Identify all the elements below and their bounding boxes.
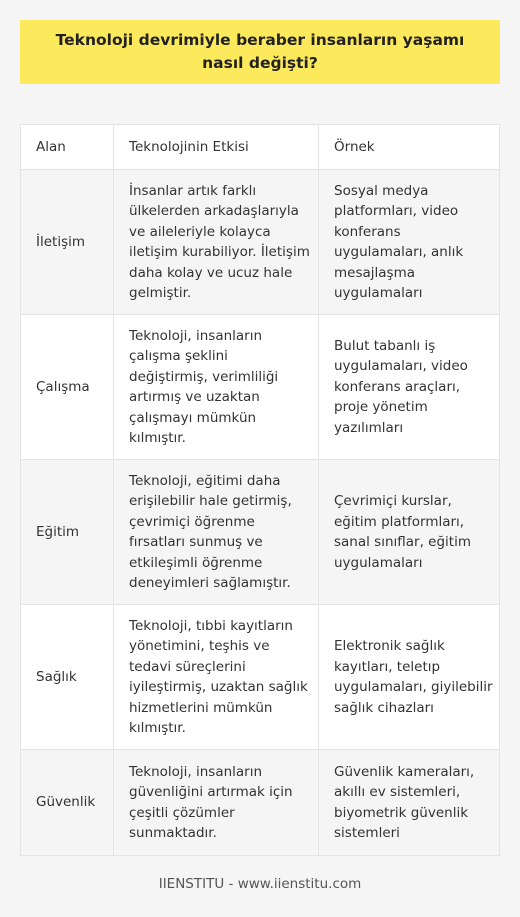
footer-credit: IIENSTITU - www.iienstitu.com xyxy=(158,876,362,892)
header-effect: Teknolojinin Etkisi xyxy=(113,125,318,169)
cell-effect: Teknoloji, insanların güvenliğini artırmak için çeşitli çözümler sunmaktadır. xyxy=(113,750,318,855)
table-header-row xyxy=(21,125,499,170)
table-row xyxy=(21,605,499,750)
header-area: Alan xyxy=(36,138,66,155)
table-row xyxy=(21,170,499,315)
table-row xyxy=(21,750,499,855)
table-row xyxy=(21,460,499,605)
cell-effect: İnsanlar artık farklı ülkelerden arkadaşlarıyla ve aileleriyle kolayca iletişim kurabiliyor. İletişim daha kolay ve ucuz hale gelmiştir. xyxy=(113,170,318,314)
cell-area: Eğitim xyxy=(36,523,80,540)
cell-example: Sosyal medya platformları, video konferans uygulamaları, anlık mesajlaşma uygulamaları xyxy=(318,170,499,314)
cell-example: Güvenlik kameraları, akıllı ev sistemleri, biyometrik güvenlik sistemleri xyxy=(318,750,499,855)
cell-area: Sağlık xyxy=(36,668,77,685)
cell-area: Güvenlik xyxy=(36,794,96,811)
cell-example: Çevrimiçi kurslar, eğitim platformları, sanal sınıflar, eğitim uygulamaları xyxy=(318,460,499,604)
cell-effect: Teknoloji, insanların çalışma şeklini değiştirmiş, verimliliği artırmış ve uzaktan çalışmayı mümkün kılmıştır. xyxy=(113,315,318,459)
table-row xyxy=(21,315,499,460)
cell-example: Elektronik sağlık kayıtları, teletıp uygulamaları, giyilebilir sağlık cihazları xyxy=(318,605,499,749)
page-title: Teknoloji devrimiyle beraber insanların yaşamı nasıl değişti? xyxy=(55,31,465,72)
cell-effect: Teknoloji, eğitimi daha erişilebilir hale getirmiş, çevrimiçi öğrenme fırsatları sunmuş ve etkileşimli öğrenme deneyimleri sağlamıştır. xyxy=(113,460,318,604)
cell-area: İletişim xyxy=(36,233,86,250)
header-example: Örnek xyxy=(318,125,499,169)
title-banner xyxy=(20,20,500,84)
cell-example: Bulut tabanlı iş uygulamaları, video konferans araçları, proje yönetim yazılımları xyxy=(318,315,499,459)
cell-effect: Teknoloji, tıbbi kayıtların yönetimini, teşhis ve tedavi süreçlerini iyileştirmiş, uzaktan sağlık hizmetlerini mümkün kılmıştır. xyxy=(113,605,318,749)
cell-area: Çalışma xyxy=(36,378,90,395)
comparison-table xyxy=(20,124,500,856)
